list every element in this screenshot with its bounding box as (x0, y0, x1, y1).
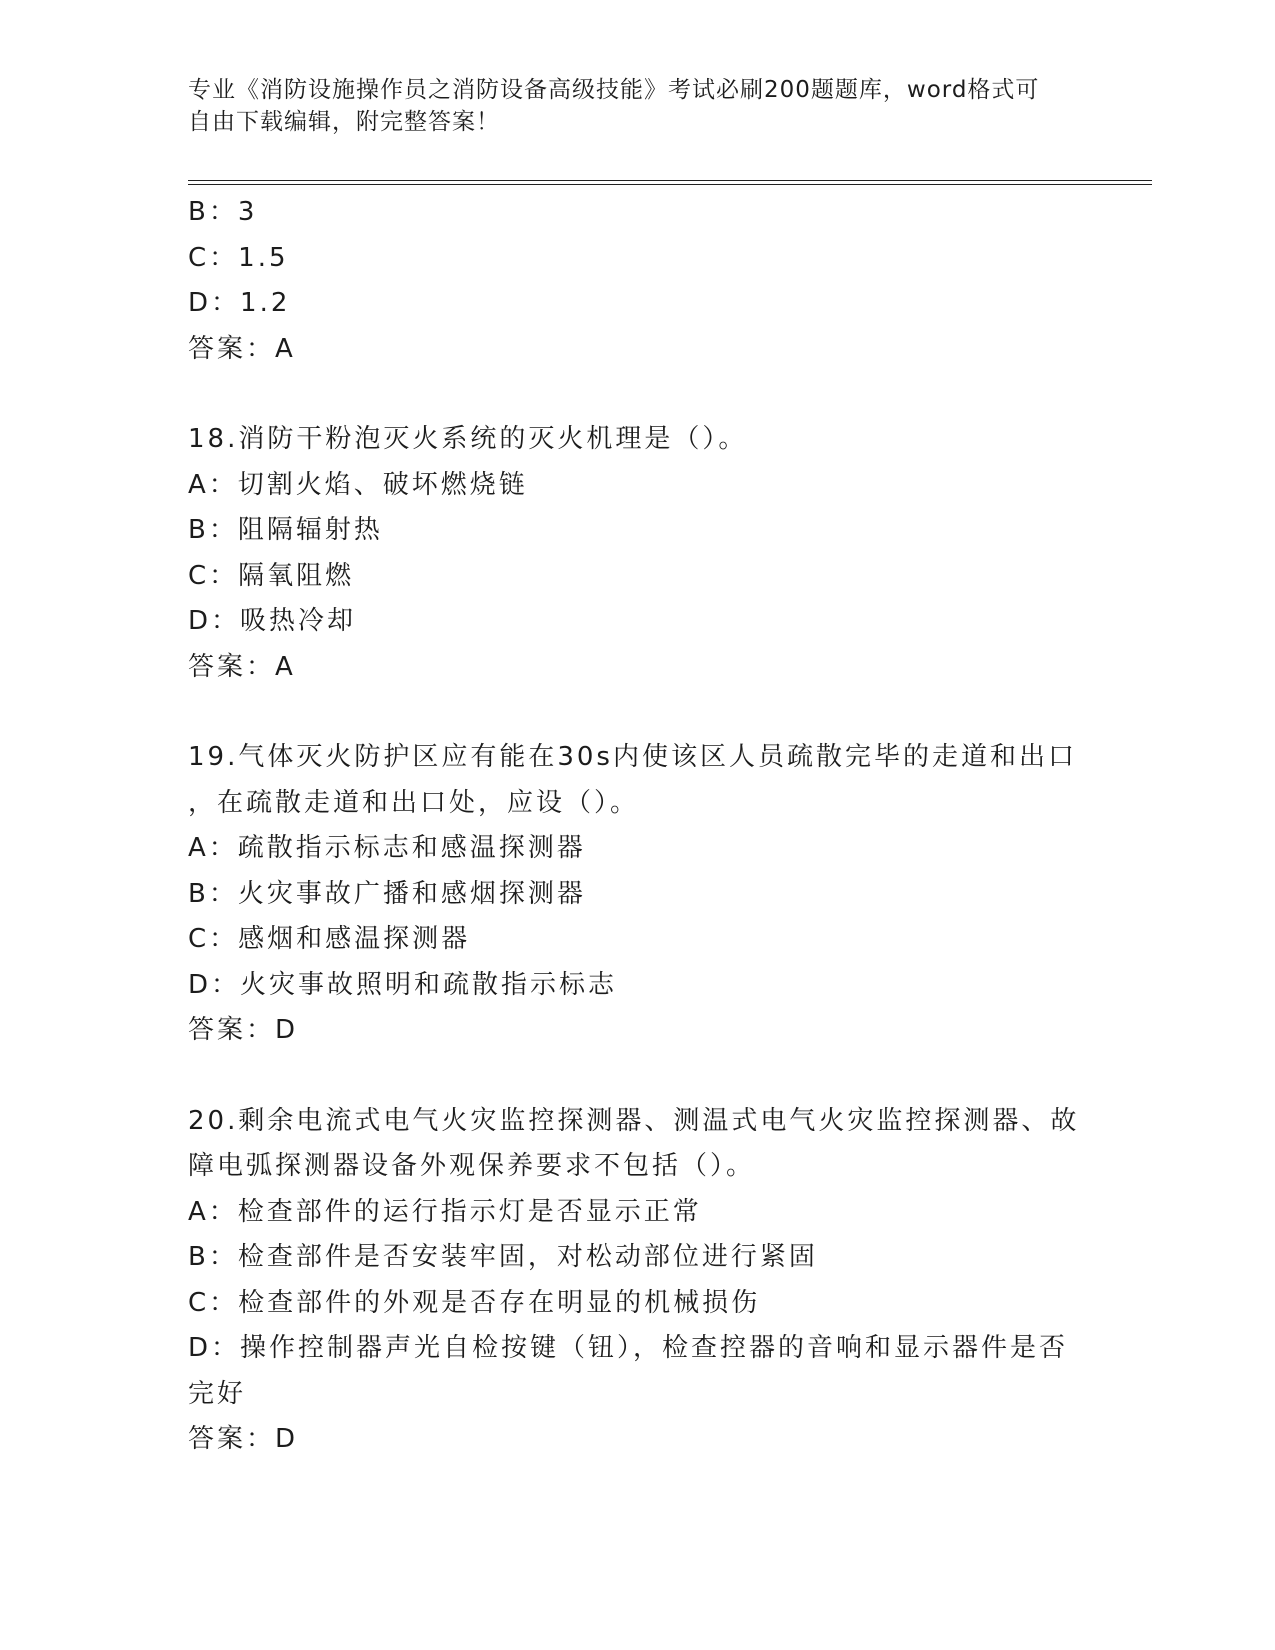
document-header (188, 74, 1068, 138)
option-d: D：操作控制器声光自检按键（钮），检查控器的音响和显示器件是否 (188, 1333, 1069, 1363)
question-stem: 18.消防干粉泡灭火系统的灭火机理是（）。 (188, 424, 748, 454)
option-a: A：疏散指示标志和感温探测器 (188, 833, 586, 863)
question-block-continued (188, 190, 1088, 372)
option-d: D：1.2 (188, 288, 291, 318)
answer-line: 答案：A (188, 333, 296, 364)
option-d-cont: 完好 (188, 1378, 247, 1409)
option-c: C：感烟和感温探测器 (188, 924, 471, 954)
question-stem-cont: ，在疏散走道和出口处，应设（）。 (188, 787, 640, 818)
option-c: C：1.5 (188, 242, 289, 273)
option-b: B：检查部件是否安装牢固，对松动部位进行紧固 (188, 1242, 818, 1272)
header-double-rule (188, 180, 1152, 185)
answer-line: 答案：D (188, 1015, 299, 1045)
question-stem: 19.气体灭火防护区应有能在30s内使该区人员疏散完毕的走道和出口 (188, 742, 1077, 772)
question-block-19 (188, 735, 1088, 1054)
option-b: B：3 (188, 197, 258, 227)
option-b: B：阻隔辐射热 (188, 515, 383, 545)
option-d: D：火灾事故照明和疏散指示标志 (188, 969, 618, 1000)
option-d: D：吸热冷却 (188, 606, 357, 636)
question-block-20 (188, 1099, 1088, 1463)
header-line-1: 专业《消防设施操作员之消防设备高级技能》考试必刷200题题库，word格式可 (188, 77, 1040, 103)
option-b: B：火灾事故广播和感烟探测器 (188, 878, 586, 909)
question-stem: 20.剩余电流式电气火灾监控探测器、测温式电气火灾监控探测器、故 (188, 1105, 1080, 1136)
option-a: A：检查部件的运行指示灯是否显示正常 (188, 1196, 702, 1227)
header-line-2: 自由下载编辑，附完整答案！ (188, 109, 500, 135)
question-stem-cont: 障电弧探测器设备外观保养要求不包括（）。 (188, 1151, 756, 1181)
answer-line: 答案：D (188, 1424, 299, 1454)
answer-line: 答案：A (188, 651, 296, 682)
question-list (188, 190, 1088, 1463)
option-c: C：隔氧阻燃 (188, 560, 355, 591)
question-block-18 (188, 417, 1088, 690)
option-a: A：切割火焰、破坏燃烧链 (188, 469, 528, 500)
option-c: C：检查部件的外观是否存在明显的机械损伤 (188, 1287, 761, 1318)
